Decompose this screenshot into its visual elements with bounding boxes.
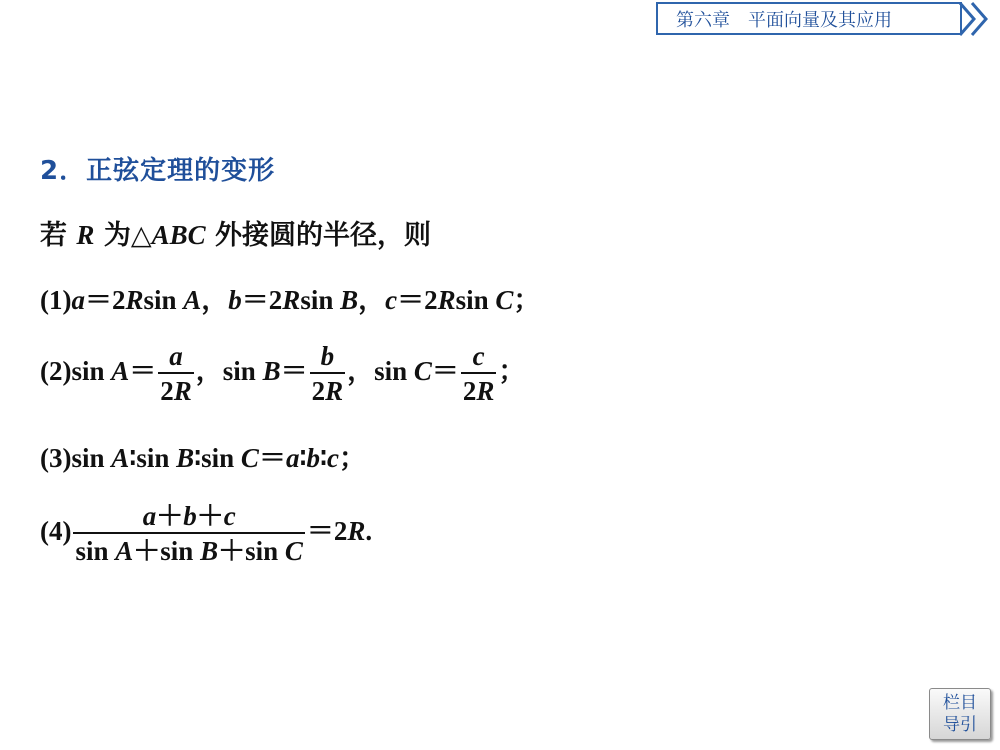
intro-text: 为△ (94, 220, 152, 251)
intro-text: 若 (40, 220, 77, 251)
separator: ， (201, 285, 229, 316)
nav-button-label: 栏目 (943, 693, 977, 713)
intro-text: 外接圆的半径，则 (205, 220, 432, 251)
formula-index: (4) (40, 516, 72, 547)
sin-label: sin (143, 285, 184, 315)
fraction-sum-over-sines (73, 500, 304, 568)
var-B: B (176, 443, 195, 473)
fraction-denominator-digit: 2 (160, 376, 174, 406)
formula-3 (40, 436, 366, 475)
ratio-colon: ∶ (194, 443, 202, 473)
var-A: A (111, 356, 130, 387)
sin-label: sin (160, 536, 201, 566)
var-r: R (347, 516, 366, 547)
fraction-denominator-r: R (476, 376, 495, 406)
var-c: c (223, 501, 236, 531)
end-mark: ； (338, 443, 366, 474)
formula-4 (40, 500, 372, 568)
var-a: a (142, 501, 157, 531)
plus-sign: ＋ (156, 501, 184, 531)
ratio-colon: ∶ (299, 443, 307, 473)
var-a: a (285, 443, 300, 473)
sin-label: sin (201, 443, 241, 473)
end-mark: ； (498, 356, 526, 388)
var-C: C (413, 356, 432, 387)
sin-label: sin (300, 285, 341, 315)
chapter-title-tab: 第六章 平面向量及其应用 (656, 2, 962, 35)
sin-label: sin (75, 536, 116, 566)
separator: ， (347, 356, 375, 388)
var-C: C (240, 443, 259, 473)
plus-sign: ＋ (196, 501, 224, 531)
equals-sign: ＝ (280, 356, 308, 387)
end-mark: . (365, 516, 373, 547)
var-b: b (306, 443, 320, 473)
sin-label: sin (71, 443, 112, 473)
var-A: A (111, 443, 130, 473)
fraction-numerator: c (472, 341, 485, 371)
var-B: B (200, 536, 219, 566)
equals-sign: ＝ (129, 356, 157, 387)
var-A: A (183, 285, 202, 315)
var-C: C (284, 536, 303, 566)
ratio-colon: ∶ (319, 443, 327, 473)
end-mark: ； (513, 285, 541, 316)
var-r: R (282, 285, 301, 315)
fraction-denominator-digit: 2 (311, 376, 326, 406)
formula-1 (40, 278, 540, 317)
formula-index: (1) (40, 285, 72, 315)
sin-label: sin (245, 536, 285, 566)
nav-button-label: 导引 (943, 715, 977, 735)
fraction-denominator-r: R (173, 376, 192, 406)
fraction-c-over-2r (461, 340, 497, 408)
equals-sign: ＝ (431, 356, 459, 387)
fraction-denominator-r: R (325, 376, 344, 406)
fraction-numerator: a (169, 341, 183, 371)
fraction-a-over-2r (158, 340, 194, 408)
intro-line (40, 213, 431, 252)
var-A: A (115, 536, 134, 566)
var-c: c (385, 285, 398, 315)
section-nav-button[interactable] (929, 688, 991, 740)
fraction-b-over-2r (310, 340, 346, 408)
var-B: B (262, 356, 281, 387)
formula-index: (2) (40, 356, 72, 387)
var-C: C (495, 285, 514, 315)
separator: ， (358, 285, 386, 316)
var-b: b (183, 501, 197, 531)
formula-index: (3) (40, 443, 72, 473)
plus-sign: ＋ (218, 536, 246, 566)
sin-label: sin (374, 356, 414, 387)
var-a: a (71, 285, 85, 315)
plus-sign: ＋ (133, 536, 161, 566)
var-r: R (125, 285, 144, 315)
separator: ， (195, 356, 223, 388)
equals-2: ＝2 (306, 516, 348, 547)
equals-sign: ＝ (258, 443, 286, 473)
fraction-numerator: b (320, 341, 335, 371)
var-c: c (327, 443, 339, 473)
var-B: B (340, 285, 359, 315)
intro-var-r: R (76, 220, 95, 250)
sin-label: sin (222, 356, 263, 387)
fraction-denominator-digit: 2 (462, 376, 477, 406)
ratio-colon: ∶ (129, 443, 137, 473)
sin-label: sin (136, 443, 177, 473)
section-heading: 2．正弦定理的变形 (40, 156, 276, 186)
var-b: b (228, 285, 242, 315)
sin-label: sin (455, 285, 496, 315)
equals-2: ＝2 (241, 285, 283, 315)
formula-2 (40, 340, 525, 408)
chevron-right-icon (954, 0, 998, 38)
sin-label: sin (71, 356, 112, 387)
intro-var-abc: ABC (151, 220, 206, 250)
var-r: R (437, 285, 456, 315)
equals-2: ＝2 (84, 285, 126, 315)
equals-2: ＝2 (397, 285, 438, 315)
